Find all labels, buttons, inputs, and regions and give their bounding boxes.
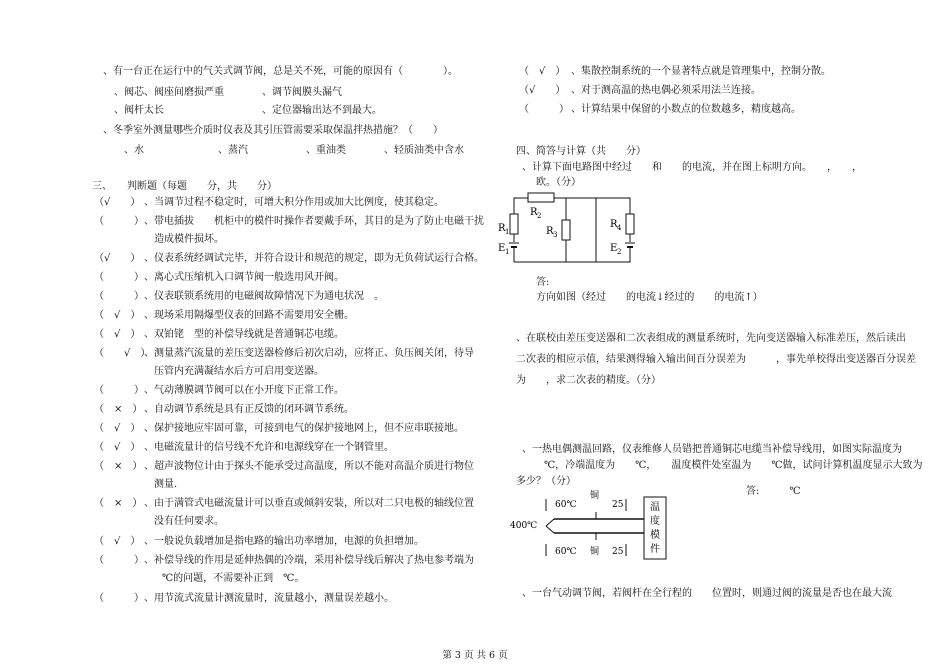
judgment-text: 、用节流式流量计测流量时，流量越小，测量误差越小。 — [144, 593, 394, 604]
judgment-mark: （√ ） — [519, 85, 566, 96]
judgment-text-continued: 压管内充满凝结水后方可启用变送器。 — [154, 366, 324, 377]
r1-label: R — [498, 223, 506, 234]
judgment-text: 、由于满管式电磁流量计可以垂直或倾斜安装，所以对二只电极的轴线位置 — [144, 498, 474, 509]
module-char: 温 — [650, 502, 660, 513]
question-circuit: 、计算下面电路图中经过 和 的电流，并在图上标明方向。 ， ， — [522, 162, 862, 173]
answer-label: 答: — [536, 277, 550, 288]
judgment-mark: （ √ ） — [94, 329, 141, 340]
judgment-text-continued: ℃的问题，不需要补正到 ℃。 — [162, 573, 305, 584]
judgment-mark: （ ） — [94, 272, 144, 283]
question-thermocouple: 、一热电偶测温回路，仪表维修人员错把普通铜芯电缆当补偿导线用，如图实际温度为 — [522, 444, 902, 455]
r3-subscript: 3 — [553, 231, 558, 239]
circuit-diagram — [498, 188, 638, 266]
judgment-mark: （ √ ） — [94, 442, 141, 453]
module-temp-bottom: 25 — [612, 547, 624, 557]
question-control-valve: 、一台气动调节阀，若阀杆在全行程的 位置时，则通过阀的流量是否也在最大流 — [522, 588, 892, 599]
judgment-text: 、现场采用隔爆型仪表的回路不需要用安全栅。 — [144, 310, 354, 321]
question-thermocouple-line3: 多少？（分） — [516, 476, 576, 487]
judgment-text: 、一般说负载增加是指电路的输出功率增加，电源的负担增加。 — [144, 536, 424, 547]
option-a: 、阀芯、阀座间磨损严重 — [114, 87, 224, 98]
module-char: 件 — [650, 544, 660, 555]
r2-label: R — [530, 207, 538, 218]
battery-e1 — [498, 242, 519, 256]
question-circuit-continued: 欧。（分） — [536, 177, 581, 188]
judgment-mark: （ ） — [94, 291, 144, 302]
judgment-mark: （√ ） — [94, 253, 141, 264]
r1-subscript: 1 — [505, 228, 510, 236]
judgment-mark: （ ） — [94, 593, 144, 604]
judgment-text: 、离心式压缩机入口调节阀一般选用风开阀。 — [144, 272, 344, 283]
answer-direction: 方向如图（经过 的电流↓经过的 的电流↑） — [536, 292, 763, 303]
module-char: 度 — [650, 516, 660, 527]
winter-option-a: 、水 — [124, 145, 144, 156]
judgment-mark: （ √ ） — [94, 536, 141, 547]
e2-label: E — [610, 243, 618, 254]
judgment-mark: （ ） — [94, 216, 144, 227]
judgment-text-continued: 测量. — [154, 479, 178, 490]
option-b: 、调节阀膜头漏气 — [262, 87, 342, 98]
page-footer: 第 3 页 共 6 页 — [442, 650, 508, 661]
judgment-text: 、超声波物位计由于探头不能承受过高温度，所以不能对高温介质进行物位 — [144, 461, 474, 472]
question-transmitter-line3: 为 ，求二次表的精度。（分） — [516, 375, 661, 386]
module-char: 模 — [650, 530, 660, 541]
judgment-text: 、集散控制系统的一个显著特点就是管理集中，控制分散。 — [571, 66, 831, 77]
judgment-text: 、补偿导线的作用是延伸热偶的冷端，采用补偿导线后解决了热电参考端为 — [144, 555, 474, 566]
judgment-text: 、气动薄膜调节阀可以在小开度下正常工作。 — [144, 385, 344, 396]
r2-subscript: 2 — [537, 212, 542, 220]
question-winter-insulation: 、冬季室外测量哪些介质时仪表及其引压管需要采取保温拌热措施？（ ） — [103, 125, 443, 136]
judgment-mark: （ √ ） — [94, 310, 141, 321]
judgment-text: 、电磁流量计的信号线不允许和电源线穿在一个钢管里。 — [144, 442, 394, 453]
resistor-r3 — [546, 220, 570, 240]
e1-label: E — [498, 243, 506, 254]
judgment-mark: （ √ ） — [94, 423, 141, 434]
winter-option-b: 、蒸汽 — [218, 145, 248, 156]
cold-junction-temp-bottom: 60℃ — [555, 547, 577, 557]
judgment-mark: （ ） — [94, 385, 144, 396]
judgment-mark: （ × ） — [94, 461, 143, 472]
judgment-mark: （ √ ） — [519, 66, 566, 77]
judgment-text: 、带电插拔 机柜中的模件时操作者要戴手环，其目的是为了防止电磁干扰 — [144, 216, 484, 227]
thermocouple-diagram — [510, 486, 666, 566]
question-thermocouple-line2: ℃，冷端温度为 ℃， 温度模件处室温为 ℃做，试问计算机温度显示大致为 — [544, 460, 923, 471]
judgment-mark: （ ） — [94, 555, 144, 566]
judgment-mark: （ × ） — [94, 404, 143, 415]
left-column — [0, 0, 484, 640]
hot-junction-temp: 400℃ — [510, 521, 538, 531]
judgment-text: 、仪表联锁系统用的电磁阀故障情况下为通电状况 。 — [144, 291, 384, 302]
judgment-mark: （ √ ） — [94, 348, 151, 359]
section-four-title: 四、简答与计算（共 分） — [516, 146, 646, 157]
judgment-mark: （ ） — [519, 104, 569, 115]
cold-junction-temp-top: 60℃ — [555, 500, 577, 510]
module-temp-top: 25 — [612, 500, 624, 510]
judgment-text: 、双铂铑 型的补偿导线就是普通铜芯电缆。 — [144, 329, 344, 340]
copper-label-top: 铜 — [590, 491, 600, 501]
battery-e2 — [610, 242, 635, 256]
judgment-mark: （ × ） — [94, 498, 143, 509]
option-d: 、定位器输出达不到最大。 — [262, 105, 382, 116]
resistor-r2 — [528, 193, 554, 220]
r4-label: R — [610, 219, 618, 230]
judgment-text: 、测量蒸汽流量的差压变送器检修后初次启动，应将正、负压阀关闭，待导 — [144, 348, 474, 359]
right-column — [480, 0, 950, 640]
thermocouple-answer: 答: ℃ — [746, 486, 801, 497]
copper-label-bottom: 铜 — [590, 547, 600, 557]
winter-option-c: 、重油类 — [306, 145, 346, 156]
e2-subscript: 2 — [617, 248, 622, 256]
judgment-text: 、保护接地应牢固可靠，可接到电气的保护接地网上，但不应串联接地。 — [144, 423, 464, 434]
judgment-text: 、自动调节系统是具有正反馈的闭环调节系统。 — [144, 404, 354, 415]
judgment-text-continued: 没有任何要求。 — [154, 516, 224, 527]
judgment-text: 、当调节过程不稳定时，可增大积分作用或加大比例度，使其稳定。 — [144, 197, 444, 208]
question-valve-not-closing: 、有一台正在运行中的气关式调节阀，总是关不死，可能的原因有（ ）。 — [103, 66, 458, 77]
r3-label: R — [546, 226, 554, 237]
resistor-r1 — [498, 214, 518, 236]
e1-subscript: 1 — [505, 248, 510, 256]
judgment-text: 、计算结果中保留的小数点的位数越多，精度越高。 — [571, 104, 801, 115]
r4-subscript: 4 — [617, 224, 622, 232]
question-transmitter-line2: 二次表的相应示值，结果测得输入输出间百分误差为 ，事先单校得出变送器百分误差 — [516, 354, 916, 365]
section-three-title: 三、 判断题（每题 分，共 分） — [92, 181, 277, 192]
question-transmitter: 、在联校由差压变送器和二次表组成的测量系统时，先向变送器输入标准差压，然后读出 — [516, 333, 906, 344]
winter-option-d: 、轻质油类中含水 — [384, 145, 464, 156]
resistor-r4 — [610, 214, 634, 234]
judgment-mark: （√ ） — [94, 197, 141, 208]
judgment-text-continued: 造成模件损坏。 — [154, 234, 224, 245]
judgment-text: 、对于测高温的热电偶必须采用法兰连接。 — [571, 85, 761, 96]
option-c: 、阀杆太长 — [114, 105, 164, 116]
judgment-text: 、仪表系统经调试完毕，并符合设计和规范的规定，即为无负荷试运行合格。 — [144, 253, 484, 264]
